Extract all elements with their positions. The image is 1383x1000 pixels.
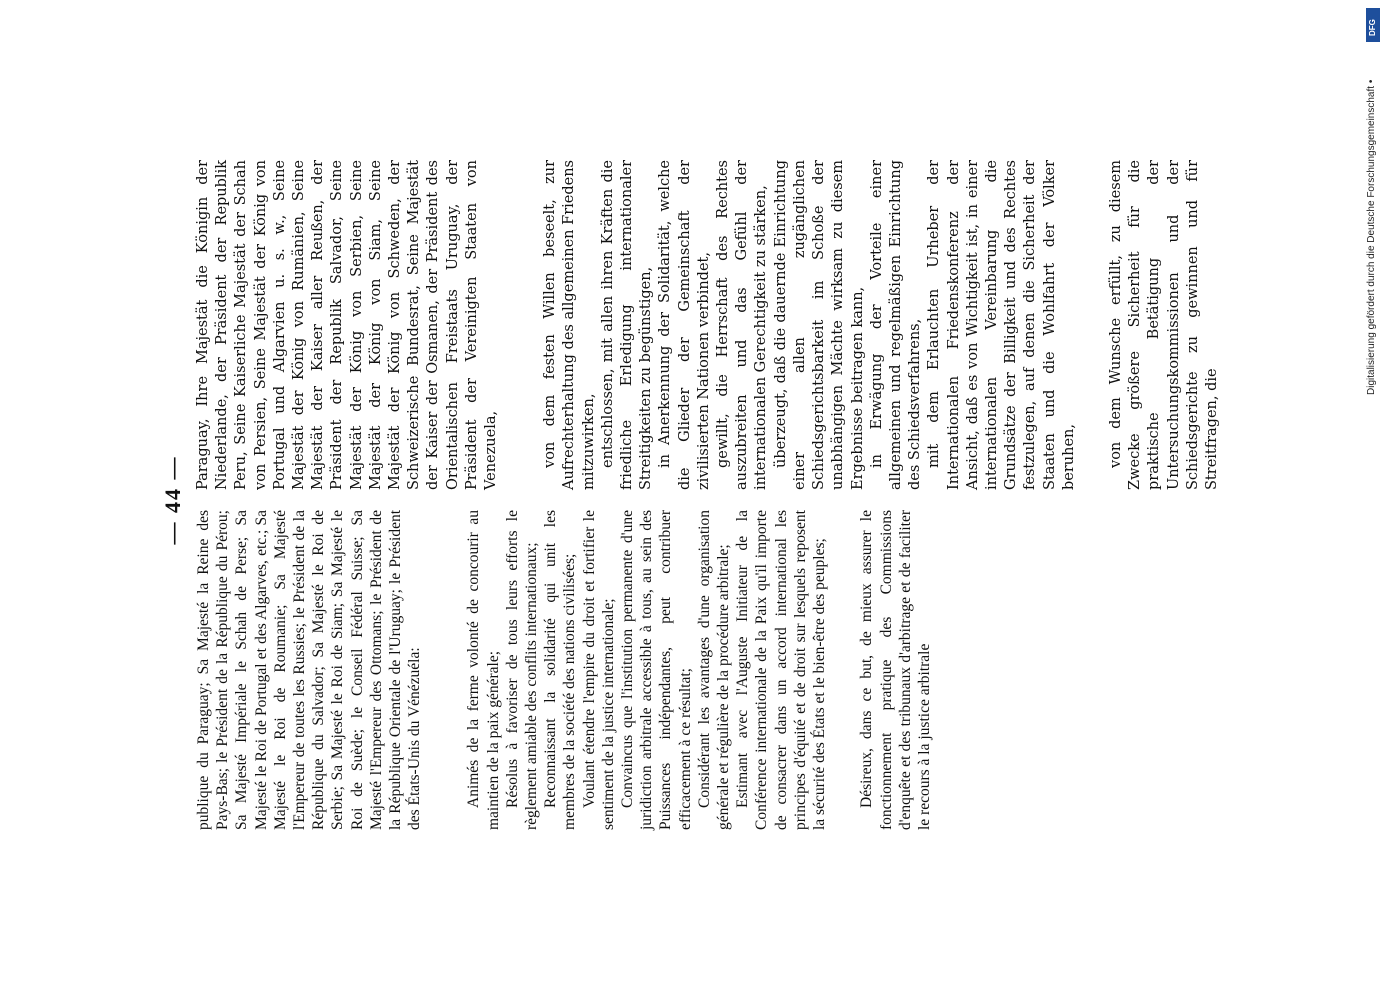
french-final-paragraph: Désireux, dans ce but, de mieux assurer le fonctionnement pratique des Commissions d'enquête et des tribunaux d'arbitrage et de faciliter le recours à la justice arbitrale	[858, 510, 933, 830]
german-paragraph: überzeugt, daß die dauernde Einrichtung einer allen zugänglichen Schiedsgerichtsbarkeit im Schoße der unabhängigen Mächte wirksam zu diesem Ergebnisse beitragen kann,	[772, 160, 866, 490]
german-paragraph: von dem festen Willen beseelt, zur Aufrechterhaltung des allgemeinen Friedens mitzuwirken,	[542, 160, 597, 490]
french-paragraph: Considérant les avantages d'une organisation générale et régulière de la procédure arbitrale;	[695, 510, 733, 830]
dfg-logo: DFG	[1366, 8, 1380, 42]
french-paragraph: Estimant avec l'Auguste Initiateur de la Conférence internationale de la Paix qu'il importe de consacrer dans un accord international les principes d'équité et de droit sur lesquels reposent la sécurité des États et le bien-être des peuples;	[734, 510, 829, 830]
german-column	[194, 160, 1222, 490]
french-paragraph: Convaincus que l'institution permanente d'une juridiction arbitrale accessible à tous, au sein des Puissances indépendantes, peut contribuer efficacement à ce résultat;	[619, 510, 694, 830]
french-paragraph: Reconnaissant la solidarité qui unit les membres de la société des nations civilisées;	[542, 510, 579, 830]
page-number: — 44 —	[160, 455, 185, 545]
german-paragraph: mit dem Erlauchten Urheber der Internationalen Friedenskonferenz der Ansicht, daß es von Wichtigkeit ist, in einer internationalen Vereinbarung die Grundsätze der Billigkeit und des Rechtes festzulegen, auf denen die Sicherheit der Staaten und die Wohlfahrt der Völker beruhen,	[926, 160, 1077, 490]
german-final-paragraph: von dem Wunsche erfüllt, zu diesem Zwecke größere Sicherheit für die praktische Betätigung der Untersuchungskommissionen und der Schiedsgerichte zu gewinnen und für Streitfragen, die	[1107, 160, 1220, 490]
digitization-credit: Digitalisierung gefördert durch die Deutsche Forschungsgemeinschaft •	[1366, 79, 1377, 395]
german-paragraph: in Erwägung der Vorteile einer allgemeinen und regelmäßigen Einrichtung des Schiedsverfahrens,	[868, 160, 924, 490]
german-paragraph: in Anerkennung der Solidarität, welche die Glieder der Gemeinschaft der zivilisierten Nationen verbindet,	[657, 160, 712, 490]
french-paragraph: Voulant étendre l'empire du droit et fortifier le sentiment de la justice internationale;	[580, 510, 617, 830]
french-column	[194, 510, 934, 830]
french-paragraph: Animés de la ferme volonté de concourir au maintien de la paix générale;	[465, 510, 502, 830]
german-paragraph: entschlossen, mit allen ihren Kräften die friedliche Erledigung internationaler Streitigkeiten zu begünstigen,	[599, 160, 655, 490]
german-paragraph: gewillt, die Herrschaft des Rechtes auszubreiten und das Gefühl der internationalen Gerechtigkeit zu stärken,	[715, 160, 770, 490]
french-paragraph: Résolus à favoriser de tous leurs efforts le règlement amiable des conflits internationaux;	[503, 510, 541, 830]
french-preamble: publique du Paraguay; Sa Majesté la Reine des Pays-Bas; le Président de la République du Pérou; Sa Majesté Impériale le Schah de Perse; Sa Majesté le Roi de Portugal et des Algarves, etc.; Sa Majesté le Roi de Roumanie; Sa Majesté l'Empereur de toutes les Russies; le Président de la République du Salvador; Sa Majesté le Roi de Serbie; Sa Majesté le Roi de Siam; Sa Majesté le Roi de Suède; le Conseil Fédéral Suisse; Sa Majesté l'Empereur des Ottomans; le Président de la République Orientale de l'Uruguay; le Président des États-Unis du Vénézuéla:	[195, 510, 424, 830]
german-preamble: Paraguay, Ihre Majestät die Königin der Niederlande, der Präsident der Republik Peru, Seine Kaiserliche Majestät der Schah von Persien, Seine Majestät der König von Portugal und Algarvien u. s. w., Seine Majestät der König von Rumänien, Seine Majestät der Kaiser aller Reußen, der Präsident der Republik Salvador, Seine Majestät der König von Serbien, Seine Majestät der König von Siam, Seine Majestät der König von Schweden, der Schweizerische Bundesrat, Seine Majestät der Kaiser der Osmanen, der Präsident des Orientalischen Freistaats Uruguay, der Präsident der Vereinigten Staaten von Venezuela,	[195, 160, 500, 490]
rotated-content	[160, 130, 1220, 830]
